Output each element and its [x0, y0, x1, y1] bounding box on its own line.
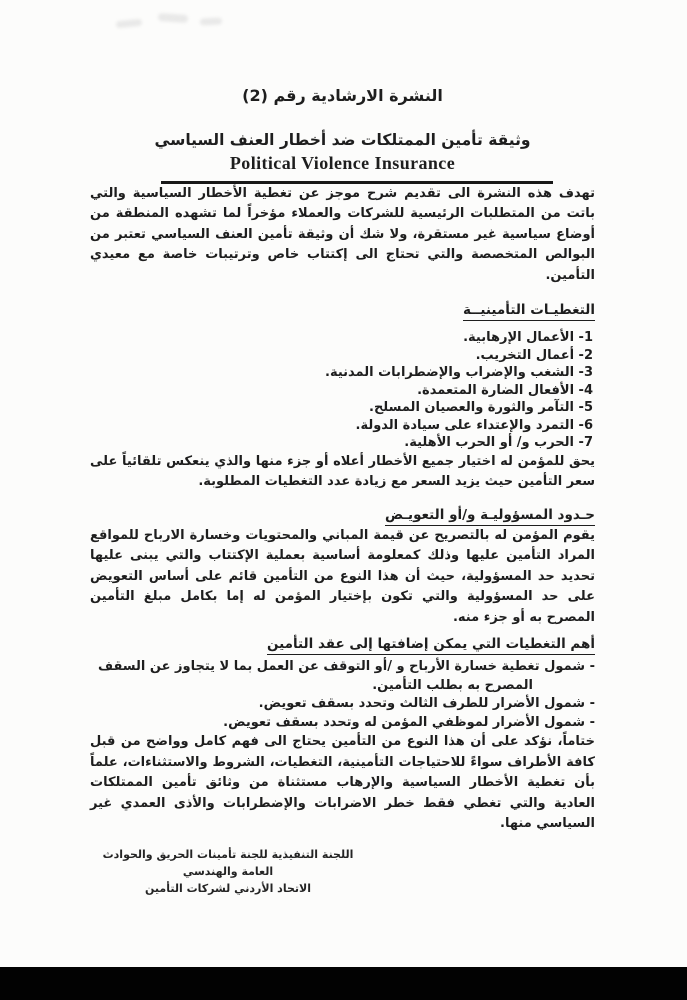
- footer-committee-line: اللجنة التنفيذية للجنة تأمينات الحريق والحوادث العامة والهندسي: [102, 848, 354, 878]
- scan-bottom-band: [0, 967, 687, 1000]
- coverages-heading: التغطيـات التأمينيــة: [90, 302, 595, 321]
- coverage-item: 4- الأفعال الضارة المتعمدة.: [417, 382, 593, 398]
- coverage-item: 1- الأعمال الإرهابية.: [463, 330, 593, 345]
- liability-limits-paragraph: يقوم المؤمن له بالتصريح عن قيمة المباني والمحتويات وخسارة الارباح للمواقع المراد التأمين عليها وذلك كمعلومة أساسية بعملية الإكتتاب والتي يبنى عليها تحديد حد المسؤولية، حيث أن هذا النوع من التأمين قائم على أساس التعويض على حد المسؤولية والتي تكون بإختيار المؤمن له إما بكامل مبلغ التأمين المصرح به أو جزء منه.: [90, 527, 595, 625]
- coverage-list: [90, 329, 595, 452]
- intro-paragraph: تهدف هذه النشرة الى تقديم شرح موجز عن تغطية الأخطار السياسية والتي باتت من المتطلبات الرئيسية للشركات والعملاء مؤخراً لما تشهده المنطقة من أوضاع سياسية غير مستقرة، ولا شك أن وثيقة تأمين العنف السياسي تعتبر من البوالص المتخصصة والتي تحتاج الى إكتتاب خاص وترتيبات خاصة مع معيدي التأمين.: [90, 185, 595, 283]
- coverage-item: 3- الشغب والإضراب والإضطرابات المدنية.: [325, 365, 593, 380]
- document-body: [90, 0, 595, 835]
- title-divider-line: [161, 181, 553, 184]
- title-block: [90, 0, 595, 184]
- coverage-item: 7- الحرب و/ أو الحرب الأهلية.: [404, 435, 593, 450]
- document-title-english: Political Violence Insurance: [229, 153, 456, 173]
- coverage-item: 2- أعمال التخريب.: [475, 347, 593, 363]
- footer-federation-line: الاتحاد الأردني لشركات التأمين: [145, 882, 311, 895]
- addon-covers-heading: أهم التغطيات التي يمكن إضافتها إلى عقد التأمين: [90, 636, 595, 655]
- signature-block: [88, 846, 368, 897]
- addon-covers-list: [90, 658, 595, 732]
- closing-paragraph: ختاماً، نؤكد على أن هذا النوع من التأمين يحتاج الى فهم كامل وواضح من قبل كافة الأطراف سواءً للاحتياجات التأمينية، التغطيات، الشروط والاستثناءات، علماً بأن تغطية الأخطار السياسية والإرهاب مستثناة من وثائق تأمين الممتلكات العادية والتي تغطي فقط خطر الاضرابات والإضطرابات والأذى العمدي غير السياسي منها.: [90, 734, 595, 831]
- coverage-item: 5- التآمر والثورة والعصيان المسلح.: [369, 400, 593, 415]
- bulletin-number-title: النشرة الارشادية رقم (2): [242, 86, 443, 105]
- addon-item: - شمول تغطية خسارة الأرباح و /أو التوقف عن العمل بما لا يتجاوز عن السقف المصرح به بطلب التأمين.: [97, 659, 595, 693]
- document-title-arabic: وثيقة تأمين الممتلكات ضد أخطار العنف السياسي: [154, 131, 531, 149]
- coverage-item: 6- التمرد والإعتداء على سيادة الدولة.: [355, 417, 593, 433]
- addon-item: - شمول الأضرار لموظفي المؤمن له وتحدد بسقف تعويض.: [223, 714, 595, 730]
- liability-limits-heading: حـدود المسؤوليـة و/أو التعويـض: [90, 507, 595, 526]
- coverage-selection-note: يحق للمؤمن له اختيار جميع الأخطار أعلاه أو جزء منها والذي ينعكس تلقائياً على سعر التأمين حيث يزيد السعر مع زيادة عدد التغطيات المطلوبة.: [90, 453, 595, 489]
- addon-item: - شمول الأضرار للطرف الثالث وتحدد بسقف تعويض.: [258, 696, 595, 711]
